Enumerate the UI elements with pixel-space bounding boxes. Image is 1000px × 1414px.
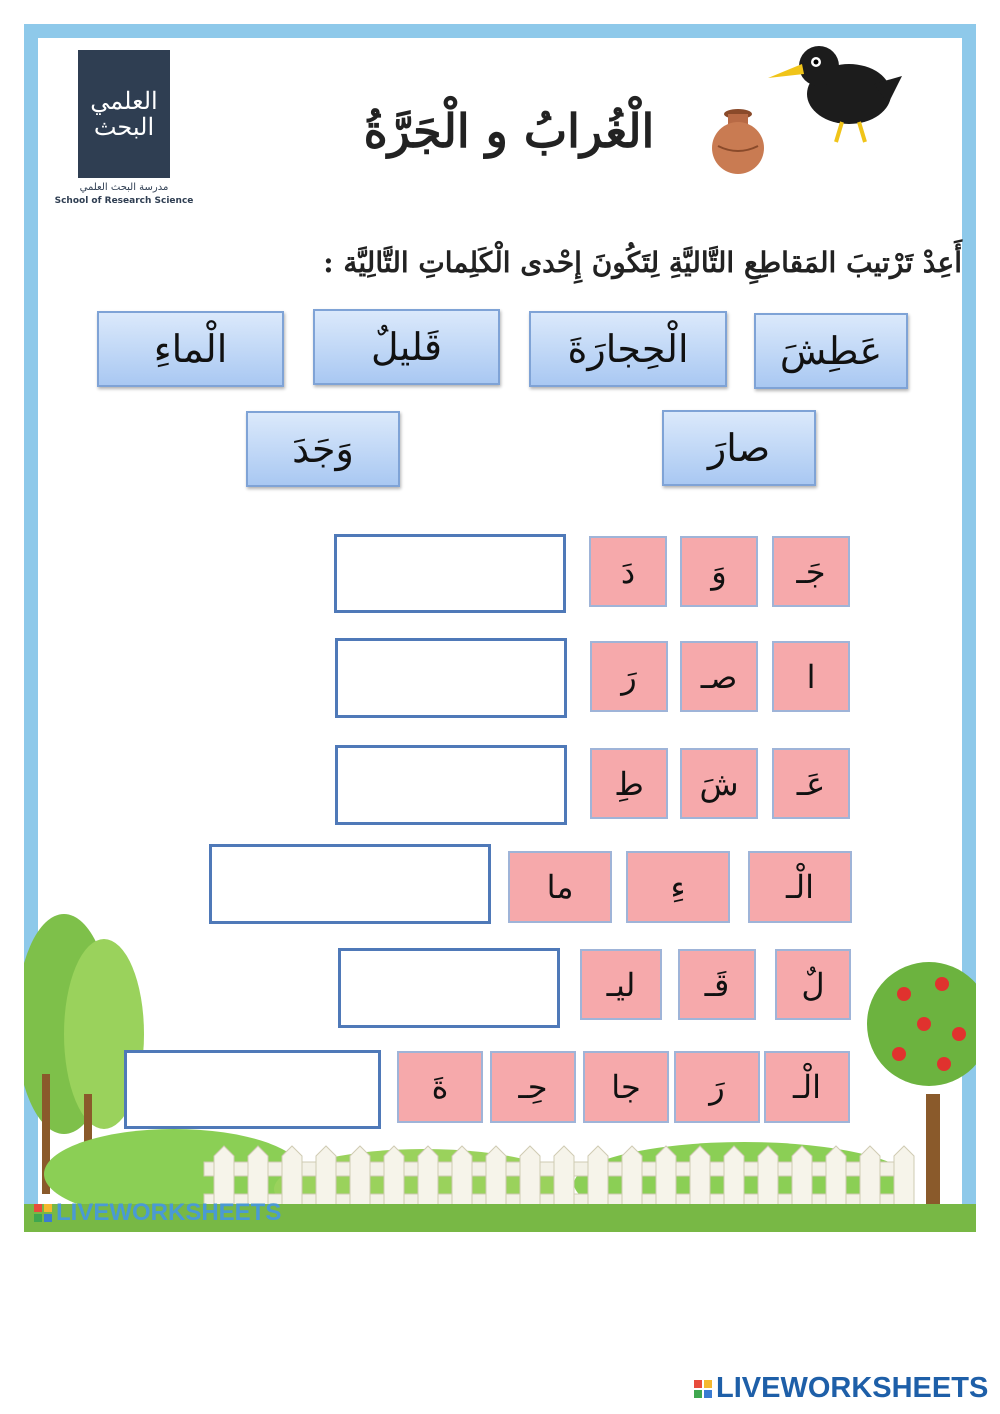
word-bank-item[interactable]: الْحِجارَةَ xyxy=(529,311,727,387)
fence-picket xyxy=(452,1146,472,1214)
fence-picket xyxy=(316,1146,336,1214)
fence-picket xyxy=(792,1146,812,1214)
word-bank-item[interactable]: وَجَدَ xyxy=(246,411,400,487)
brand-blocks-icon xyxy=(34,1204,52,1222)
answer-box[interactable] xyxy=(335,745,567,825)
fence-picket xyxy=(690,1146,710,1214)
syllable-tile[interactable]: حِـ xyxy=(490,1051,576,1123)
syllable-tile[interactable]: جا xyxy=(583,1051,669,1123)
syllable-tile[interactable]: شَ xyxy=(680,748,758,819)
syllable-tile[interactable]: صـ xyxy=(680,641,758,712)
word-bank-item[interactable]: صارَ xyxy=(662,410,816,486)
fence-picket xyxy=(418,1146,438,1214)
answer-box[interactable] xyxy=(335,638,567,718)
answer-box[interactable] xyxy=(338,948,560,1028)
syllable-tile[interactable]: عَـ xyxy=(772,748,850,819)
fence-picket xyxy=(826,1146,846,1214)
syllable-tile[interactable]: طِ xyxy=(590,748,668,819)
syllable-tile[interactable]: لٌ xyxy=(775,949,851,1020)
fence-picket xyxy=(588,1146,608,1214)
syllable-tile[interactable]: ا xyxy=(772,641,850,712)
syllable-tile[interactable]: ليـ xyxy=(580,949,662,1020)
logo-english-name: School of Research Science xyxy=(54,196,194,206)
syllable-tile[interactable]: ما xyxy=(508,851,612,923)
answer-box[interactable] xyxy=(124,1050,381,1129)
word-bank-item[interactable]: قَليلٌ xyxy=(313,309,500,385)
fence-picket xyxy=(724,1146,744,1214)
syllable-tile[interactable]: وَ xyxy=(680,536,758,607)
syllable-tile[interactable]: رَ xyxy=(674,1051,760,1123)
brand-text: LIVEWORKSHEETS xyxy=(56,1199,282,1226)
school-logo xyxy=(78,50,170,178)
fence-picket xyxy=(350,1146,370,1214)
fence-picket xyxy=(860,1146,880,1214)
brand-text: LIVEWORKSHEETS xyxy=(716,1372,989,1404)
syllable-tile[interactable]: رَ xyxy=(590,641,668,712)
fence-picket xyxy=(554,1146,574,1214)
worksheet xyxy=(24,24,976,1232)
fence-picket xyxy=(758,1146,778,1214)
fence-picket xyxy=(656,1146,676,1214)
crow-icon xyxy=(764,24,904,144)
fence-picket xyxy=(384,1146,404,1214)
syllable-tile[interactable]: الْـ xyxy=(764,1051,850,1123)
syllable-tile[interactable]: ءِ xyxy=(626,851,730,923)
instruction-text: أَعِدْ تَرْتيبَ المَقاطِعِ التَّاليَّةِ لِتَكُونَ إِحْدى الْكَلِماتِ التَّالِيَّة : xyxy=(323,246,962,279)
fence-picket xyxy=(894,1146,914,1214)
syllable-tile[interactable]: ةَ xyxy=(397,1051,483,1123)
brand-blocks-icon xyxy=(694,1380,712,1398)
answer-box[interactable] xyxy=(334,534,566,613)
fence-picket xyxy=(282,1146,302,1214)
syllable-tile[interactable]: الْـ xyxy=(748,851,852,923)
word-bank-item[interactable]: عَطِشَ xyxy=(754,313,908,389)
logo-text: العلمي البحث xyxy=(90,87,158,141)
logo-arabic-name: مدرسة البحث العلمي xyxy=(79,182,169,193)
syllable-tile[interactable]: قَـ xyxy=(678,949,756,1020)
answer-box[interactable] xyxy=(209,844,491,924)
fence-picket xyxy=(622,1146,642,1214)
syllable-tile[interactable]: جَـ xyxy=(772,536,850,607)
word-bank-item[interactable]: الْماءِ xyxy=(97,311,284,387)
liveworksheets-logo-inner[interactable] xyxy=(34,1199,281,1227)
syllable-tile[interactable]: دَ xyxy=(589,536,667,607)
page-title: الْغُرابُ و الْجَرَّةُ xyxy=(363,104,655,158)
fence-picket xyxy=(520,1146,540,1214)
fence-picket xyxy=(486,1146,506,1214)
clay-pot-icon xyxy=(710,106,766,176)
liveworksheets-logo-outer[interactable] xyxy=(694,1372,988,1405)
